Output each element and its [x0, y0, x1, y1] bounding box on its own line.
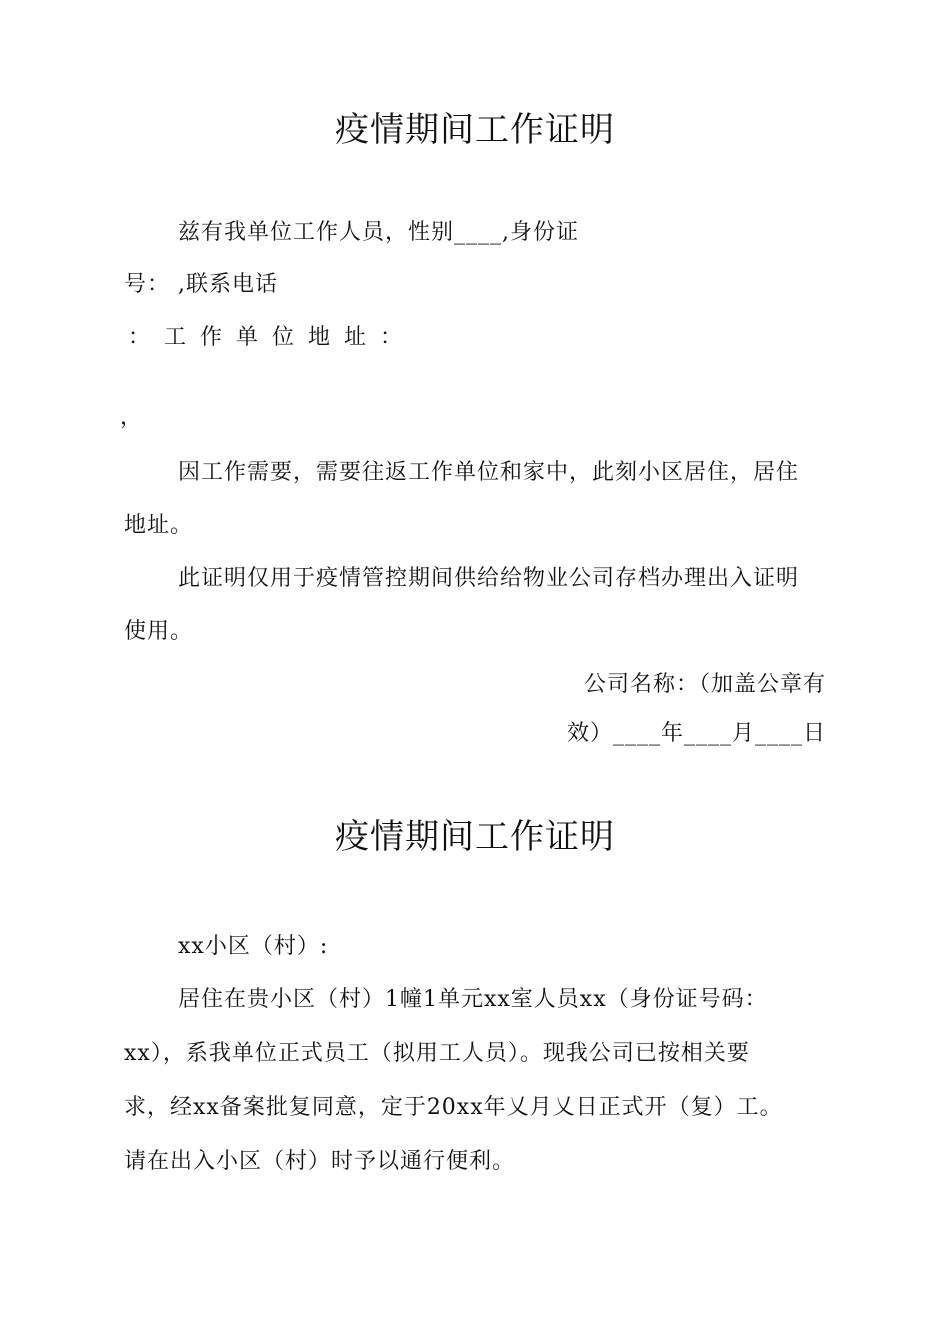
doc1-line-3: ：工作单位地址：	[128, 325, 417, 350]
doc1-line-8: 使用。	[124, 619, 194, 644]
doc1-line-4: ，	[120, 405, 144, 430]
doc1-line-1: 兹有我单位工作人员，性别____,身份证	[178, 220, 579, 245]
doc1-line-2: 号： ,联系电话	[124, 272, 278, 297]
doc1-line-6: 地址。	[124, 513, 194, 538]
doc1-date-line: 效）____年____月____日	[566, 721, 826, 746]
doc2-line-3: xx），系我单位正式员工（拟用工人员）。现我公司已按相关要	[124, 1041, 750, 1066]
doc2-line-1: xx小区（村）:	[178, 934, 329, 959]
doc2-line-4: 求，经xx备案批复同意，定于20xx年乂月乂日正式开（复）工。	[124, 1095, 783, 1120]
doc1-title: 疫情期间工作证明	[335, 110, 615, 150]
doc1-line-7: 此证明仅用于疫情管控期间供给给物业公司存档办理出入证明	[178, 566, 800, 591]
doc2-line-5: 请在出入小区（村）时予以通行便利。	[124, 1149, 516, 1174]
doc2-line-2: 居住在贵小区（村）1幢1单元xx室人员xx（身份证号码：	[178, 987, 768, 1012]
doc1-company-name: 公司名称：（加盖公章有	[583, 672, 826, 697]
doc1-line-5: 因工作需要，需要往返工作单位和家中，此刻小区居住，居住	[178, 460, 800, 485]
doc2-title: 疫情期间工作证明	[335, 817, 615, 857]
